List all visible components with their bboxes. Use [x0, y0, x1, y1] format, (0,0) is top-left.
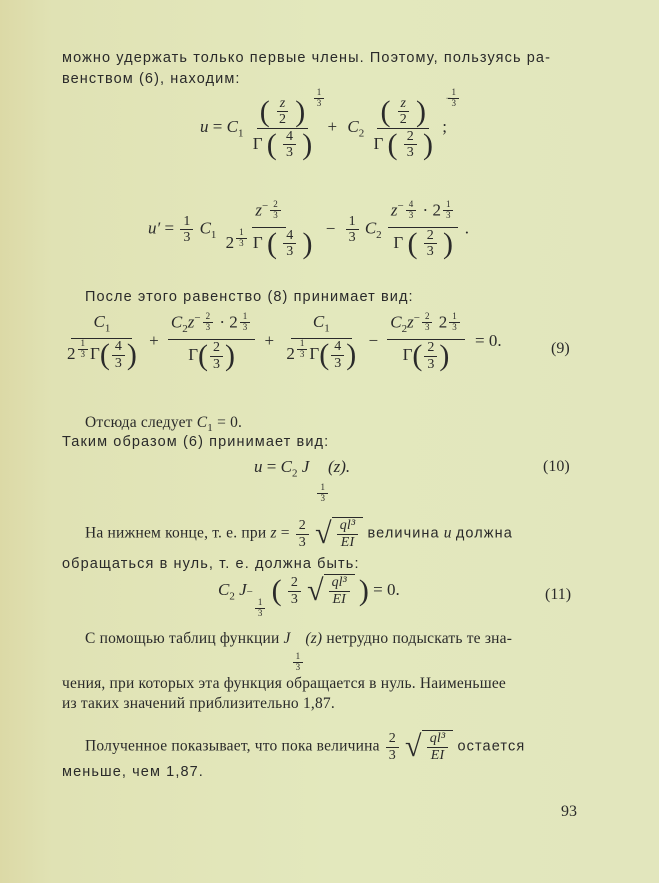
equation-9: $C_1$ 2 $\frac{1}{3}$ Γ( $\frac{4}{3}$ ) + $C_2z^-$ $\frac{2}{3}$ · 2 $\frac{1}{3}$ Γ( $\frac{2}{3}$ ) + $C_1$ 2 $\frac{1}{3}$ Γ( $\frac{4}{3}$ ) − $C_2z^-$ $\frac{2}{3}$ 2 $\frac{1}{3}$ Γ( $\frac{2}{3}$ ) = 0. — [67, 311, 502, 373]
paragraph-5-line-1: На нижнем конце, т. е. при z = $\frac{2}{3}$ √ $\frac{\text{ql³}}{EI}$ величина u должна — [85, 517, 513, 550]
equation-u: $u = C_1$ ( $\frac{z}{2}$ ) $\frac{1}{3}$ Γ ( $\frac{4}{3}$ ) + $C_2$ ( $\frac{z}{2}$ ) − $\frac{1}{3}$ Γ ( $\frac{2}{3}$ ) ; — [200, 96, 447, 161]
paragraph-1-line-1: можно удержать только первые члены. Поэтому, пользуясь ра- — [62, 50, 552, 66]
equation-u-prime: u′ = $\frac{1}{3}$ $C_1$ z− $\frac{2}{3}$ 2 $\frac{1}{3}$ Γ ( $\frac{4}{3}$ ) − $\frac{1}{3}$ $C_2$ z− $\frac{4}{3}$ · 2 $\frac{1}{3}$ Γ ( $\frac{2}{3}$ ) . — [148, 199, 469, 260]
paragraph-6-line-1: С помощью таблиц функции J $\frac{1}{3}$ (z) нетрудно подыскать те зна- — [85, 630, 513, 672]
fraction: z− $\frac{2}{3}$ 2 $\frac{1}{3}$ Γ ( $\frac{4}{3}$ ) — [225, 199, 313, 260]
paragraph-3: Отсюда следует $C_1 = 0$. — [85, 414, 243, 435]
paragraph-7-line-1: Полученное показывает, что пока величина $\frac{2}{3}$ √ $\frac{\text{ql³}}{EI}$ остается — [85, 730, 526, 763]
equation-11: $C_2$ J− $\frac{1}{3}$ ( $\frac{2}{3}$ √ $\frac{\text{ql³}}{EI}$ ) = 0. — [218, 574, 400, 618]
paragraph-1-line-2: венством (6), находим: — [62, 71, 241, 87]
paragraph-6-line-2: чения, при которых эта функция обращается в нуль. Наименьшее — [62, 675, 506, 692]
paragraph-7-line-2: меньше, чем 1,87. — [62, 764, 204, 780]
fraction: z− $\frac{4}{3}$ · 2 $\frac{1}{3}$ Γ ( $\frac{2}{3}$ ) — [388, 200, 459, 260]
paragraph-5-line-2: обращаться в нуль, т. е. должна быть: — [62, 556, 360, 572]
equation-number-11: (11) — [545, 586, 572, 603]
fraction: ( $\frac{z}{2}$ ) − $\frac{1}{3}$ Γ ( $\frac{2}{3}$ ) — [370, 96, 436, 161]
equation-10: $u = C_2$ J $\frac{1}{3}$ (z). — [254, 457, 351, 503]
equation-number-10: (10) — [543, 458, 570, 475]
paragraph-6-line-3: из таких значений приблизительно 1,87. — [62, 695, 335, 712]
page-number: 93 — [561, 803, 577, 820]
fraction: ( $\frac{z}{2}$ ) $\frac{1}{3}$ Γ ( $\frac{4}{3}$ ) — [250, 96, 316, 161]
paragraph-2: После этого равенство (8) принимает вид: — [85, 289, 414, 305]
paragraph-4: Таким образом (6) принимает вид: — [62, 434, 330, 450]
equation-number-9: (9) — [551, 340, 570, 357]
